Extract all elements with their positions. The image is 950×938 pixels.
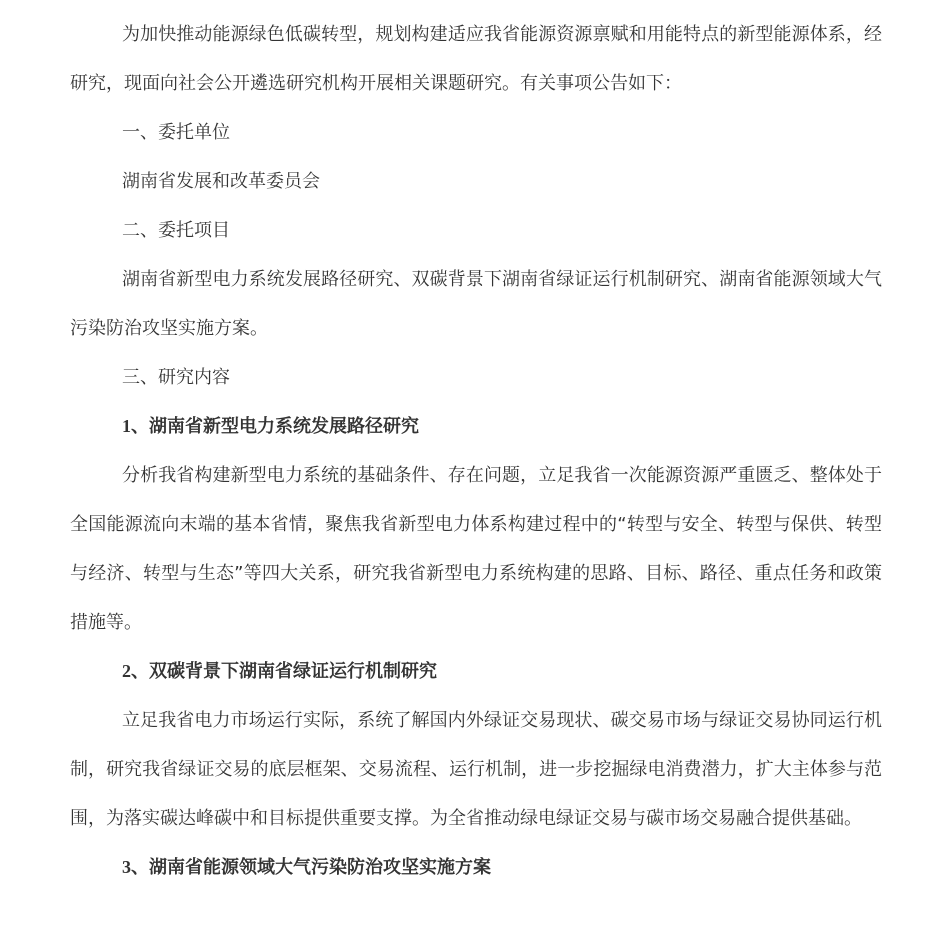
section-heading-client: 一、委托单位: [122, 122, 230, 143]
subsection-2-paragraph: 立足我省电力市场运行实际，系统了解国内外绿证交易现状、碳交易市场与绿证交易协同运行机制，研究我省绿证交易的底层框架、交易流程、运行机制，进一步挖掘绿电消费潜力，扩大主体参与范围，为落实碳达峰碳中和目标提供重要支撑。为全省推动绿电绿证交易与碳市场交易融合提供基础。: [70, 710, 882, 829]
subheading-3: [70, 843, 882, 892]
subheading-2: [70, 647, 882, 696]
section-heading-research: 三、研究内容: [122, 367, 230, 388]
subheading-1-number: 1: [122, 416, 131, 436]
subheading-1: [70, 402, 882, 451]
subheading-1-title: 、湖南省新型电力系统发展路径研究: [131, 416, 419, 437]
subheading-2-number: 2: [122, 661, 131, 681]
subsection-1-paragraph: 分析我省构建新型电力系统的基础条件、存在问题，立足我省一次能源资源严重匮乏、整体处于全国能源流向末端的基本省情，聚焦我省新型电力体系构建过程中的“转型与安全、转型与保供、转型与经济、转型与生态”等四大关系，研究我省新型电力系统构建的思路、目标、路径、重点任务和政策措施等。: [70, 465, 882, 633]
subheading-3-title: 、湖南省能源领域大气污染防治攻坚实施方案: [131, 857, 491, 878]
client-unit-paragraph: 湖南省发展和改革委员会: [122, 171, 320, 192]
document-body: [70, 10, 882, 892]
section-heading-projects: 二、委托项目: [122, 220, 230, 241]
subheading-3-number: 3: [122, 857, 131, 877]
subheading-2-title: 、双碳背景下湖南省绿证运行机制研究: [131, 661, 437, 682]
projects-paragraph: 湖南省新型电力系统发展路径研究、双碳背景下湖南省绿证运行机制研究、湖南省能源领域大气污染防治攻坚实施方案。: [70, 269, 882, 339]
intro-paragraph: 为加快推动能源绿色低碳转型，规划构建适应我省能源资源禀赋和用能特点的新型能源体系，经研究，现面向社会公开遴选研究机构开展相关课题研究。有关事项公告如下：: [70, 24, 882, 94]
